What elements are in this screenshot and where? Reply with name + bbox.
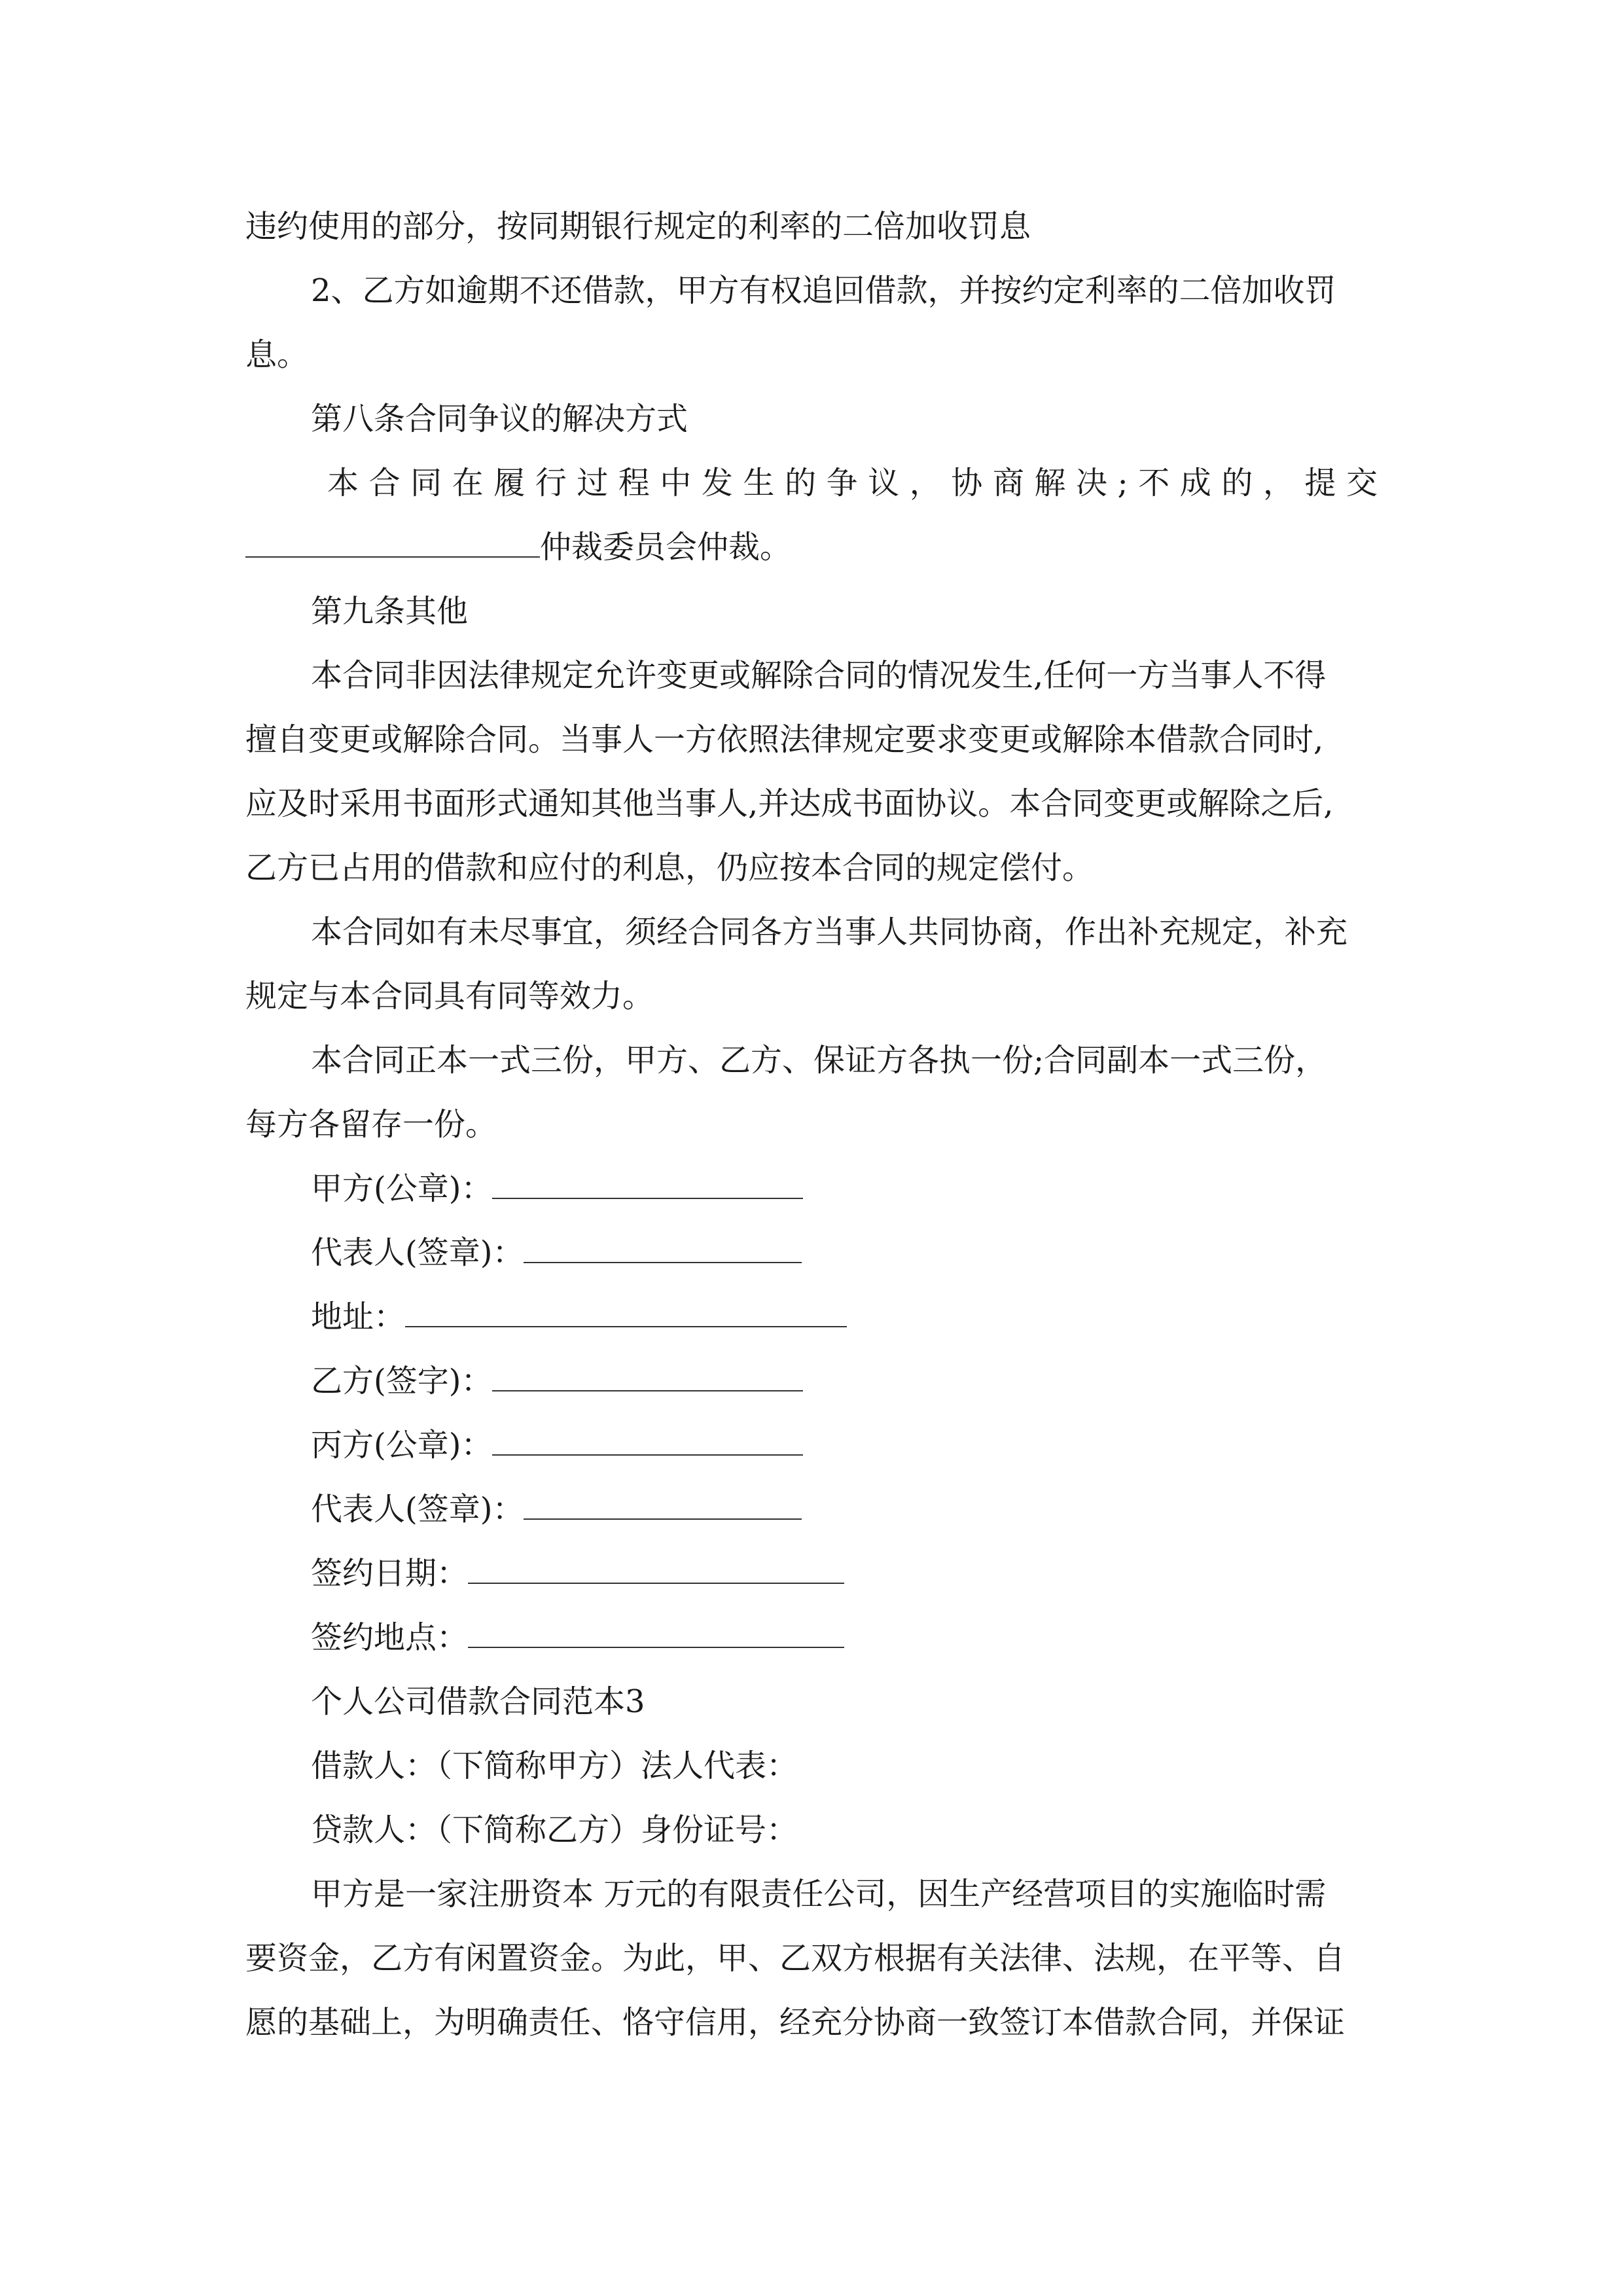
paragraph-line: 规定与本合同具有同等效力。 (245, 978, 654, 1014)
signature-blank[interactable] (524, 1490, 802, 1520)
signature-field-representative-1 (311, 1233, 802, 1272)
lender-line: 贷款人：（下简称乙方）身份证号： (311, 1812, 798, 1848)
paragraph-line-text: 本合同在履行过程中发生的争议，协商解决;不成的，提交 (327, 465, 1378, 501)
arbitration-line (245, 528, 791, 567)
signature-field-address (311, 1297, 847, 1336)
paragraph-line: 息。 (245, 336, 309, 373)
paragraph-line: 要资金，乙方有闲置资金。为此，甲、乙双方根据有关法律、法规，在平等、自 (245, 1940, 1346, 1977)
field-label: 签约地点： (311, 1619, 469, 1656)
field-label: 地址： (311, 1299, 406, 1335)
paragraph-line: 2、乙方如逾期不还借款，甲方有权追回借款，并按约定利率的二倍加收罚 (311, 272, 1336, 309)
signature-blank[interactable] (524, 1233, 802, 1263)
borrower-line: 借款人：（下简称甲方）法人代表： (311, 1748, 798, 1784)
section-title: 个人公司借款合同范本3 (311, 1683, 645, 1720)
signature-blank[interactable] (468, 1618, 844, 1648)
signature-field-party-b (311, 1361, 803, 1401)
paragraph-line: 愿的基础上，为明确责任、恪守信用，经充分协商一致签订本借款合同，并保证 (245, 2004, 1346, 2041)
signature-blank[interactable] (492, 1426, 803, 1456)
field-label: 乙方(签字)： (311, 1363, 493, 1399)
paragraph-line: 甲方是一家注册资本 万元的有限责任公司，因生产经营项目的实施临时需 (311, 1876, 1327, 1912)
signature-blank[interactable] (492, 1361, 803, 1391)
paragraph-line: 每方各留存一份。 (245, 1106, 497, 1143)
arbitration-suffix: 仲裁委员会仲裁。 (540, 529, 792, 565)
paragraph-line: 乙方已占用的借款和应付的利息，仍应按本合同的规定偿付。 (245, 850, 1094, 886)
paragraph-line: 本合同正本一式三份，甲方、乙方、保证方各执一份;合同副本一式三份， (311, 1042, 1327, 1079)
signature-blank[interactable] (492, 1169, 803, 1199)
field-label: 代表人(签章)： (311, 1491, 524, 1528)
field-label: 甲方(公章)： (311, 1170, 493, 1207)
field-label: 丙方(公章)： (311, 1427, 493, 1463)
paragraph-line: 本合同非因法律规定允许变更或解除合同的情况发生,任何一方当事人不得 (311, 657, 1327, 694)
paragraph-line (327, 463, 1378, 503)
signature-field-place (311, 1618, 844, 1657)
signature-blank[interactable] (468, 1554, 844, 1584)
field-label: 代表人(签章)： (311, 1234, 524, 1271)
blank-underline (245, 528, 540, 558)
paragraph-line: 应及时采用书面形式通知其他当事人,并达成书面协议。本合同变更或解除之后, (245, 785, 1334, 822)
signature-field-date (311, 1554, 844, 1593)
section-heading-article-9: 第九条其他 (311, 593, 469, 630)
paragraph-line: 擅自变更或解除合同。当事人一方依照法律规定要求变更或解除本借款合同时, (245, 721, 1324, 758)
signature-field-party-c-seal (311, 1426, 803, 1465)
paragraph-line: 违约使用的部分，按同期银行规定的利率的二倍加收罚息 (245, 208, 1031, 245)
signature-field-party-a-seal (311, 1169, 803, 1208)
section-heading-article-8: 第八条合同争议的解决方式 (311, 401, 688, 437)
field-label: 签约日期： (311, 1555, 469, 1592)
signature-field-representative-2 (311, 1490, 802, 1529)
paragraph-line: 本合同如有未尽事宜，须经合同各方当事人共同协商，作出补充规定，补充 (311, 914, 1348, 950)
signature-blank[interactable] (405, 1297, 847, 1327)
